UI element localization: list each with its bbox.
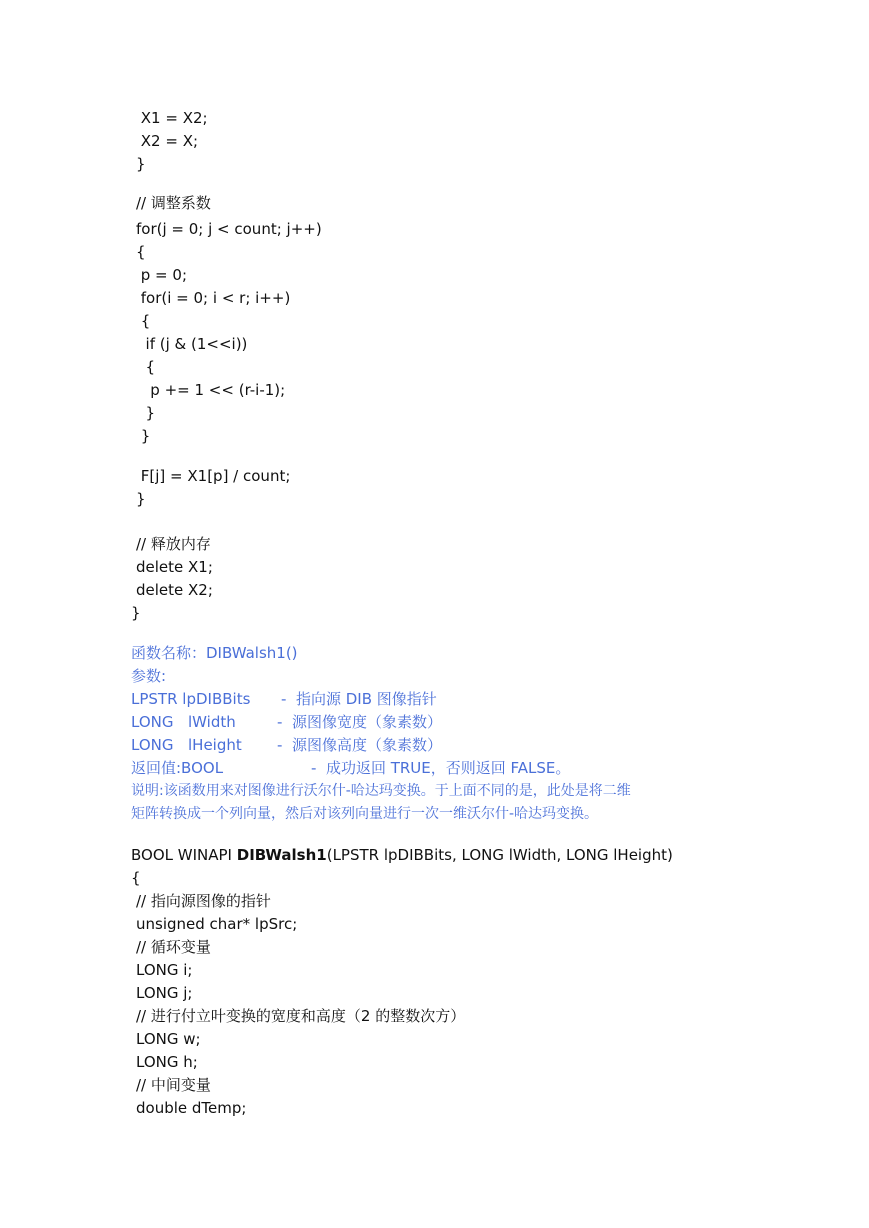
doc-function-name: 函数名称：DIBWalsh1() [131,644,298,662]
code-comment: // 指向源图像的指针 [136,892,271,910]
code-line: } [136,490,146,508]
code-line: } [131,604,141,622]
code-line: X2 = X; [136,132,199,150]
code-line: for(i = 0; i < r; i++) [136,289,291,307]
code-line: for(j = 0; j < count; j++) [136,220,322,238]
doc-return-label: 返回值:BOOL [131,759,224,777]
code-comment: // 中间变量 [136,1076,211,1094]
code-line: F[j] = X1[p] / count; [136,467,291,485]
code-comment: // 进行付立叶变换的宽度和高度（2 的整数次方） [136,1007,466,1025]
code-comment: // 循环变量 [136,938,211,956]
doc-params-label: 参数: [131,667,167,685]
code-line: unsigned char* lpSrc; [136,915,298,933]
code-line: X1 = X2; [136,109,208,127]
code-line: { [136,312,151,330]
doc-return-desc: - 成功返回 TRUE，否则返回 FALSE。 [311,759,571,777]
signature-prefix: BOOL WINAPI [131,846,237,864]
code-line: LONG i; [136,961,193,979]
code-line: double dTemp; [136,1099,247,1117]
doc-param2-desc: - 源图像宽度（象素数） [277,713,442,731]
doc-param1-desc: - 指向源 DIB 图像指针 [281,690,437,708]
code-line: p += 1 << (r-i-1); [136,381,286,399]
code-line: if (j & (1<<i)) [136,335,248,353]
doc-param2-name: lWidth [188,713,236,731]
code-comment: // 调整系数 [136,194,211,212]
doc-description-line: 说明:该函数用来对图像进行沃尔什-哈达玛变换。于上面不同的是，此处是将二维 [131,783,631,799]
doc-param3-desc: - 源图像高度（象素数） [277,736,442,754]
code-line: } [136,427,151,445]
signature-args: (LPSTR lpDIBBits, LONG lWidth, LONG lHeight) [326,846,673,864]
doc-param3-name: lHeight [188,736,242,754]
doc-param1-name: LPSTR lpDIBBits [131,690,251,708]
code-line: { [136,358,156,376]
code-line: LONG j; [136,984,193,1002]
code-comment: // 释放内存 [136,535,211,553]
code-line: LONG w; [136,1030,201,1048]
function-signature [131,844,673,866]
code-line: { [131,869,141,887]
doc-param2-type: LONG [131,713,174,731]
code-line: delete X2; [136,581,213,599]
code-line: p = 0; [136,266,187,284]
code-line: } [136,155,146,173]
code-line: { [136,243,146,261]
code-line: delete X1; [136,558,213,576]
doc-param3-type: LONG [131,736,174,754]
code-line: } [136,404,156,422]
doc-description-line: 矩阵转换成一个列向量，然后对该列向量进行一次一维沃尔什-哈达玛变换。 [131,806,599,822]
code-line: LONG h; [136,1053,198,1071]
signature-function-name: DIBWalsh1 [236,846,327,864]
